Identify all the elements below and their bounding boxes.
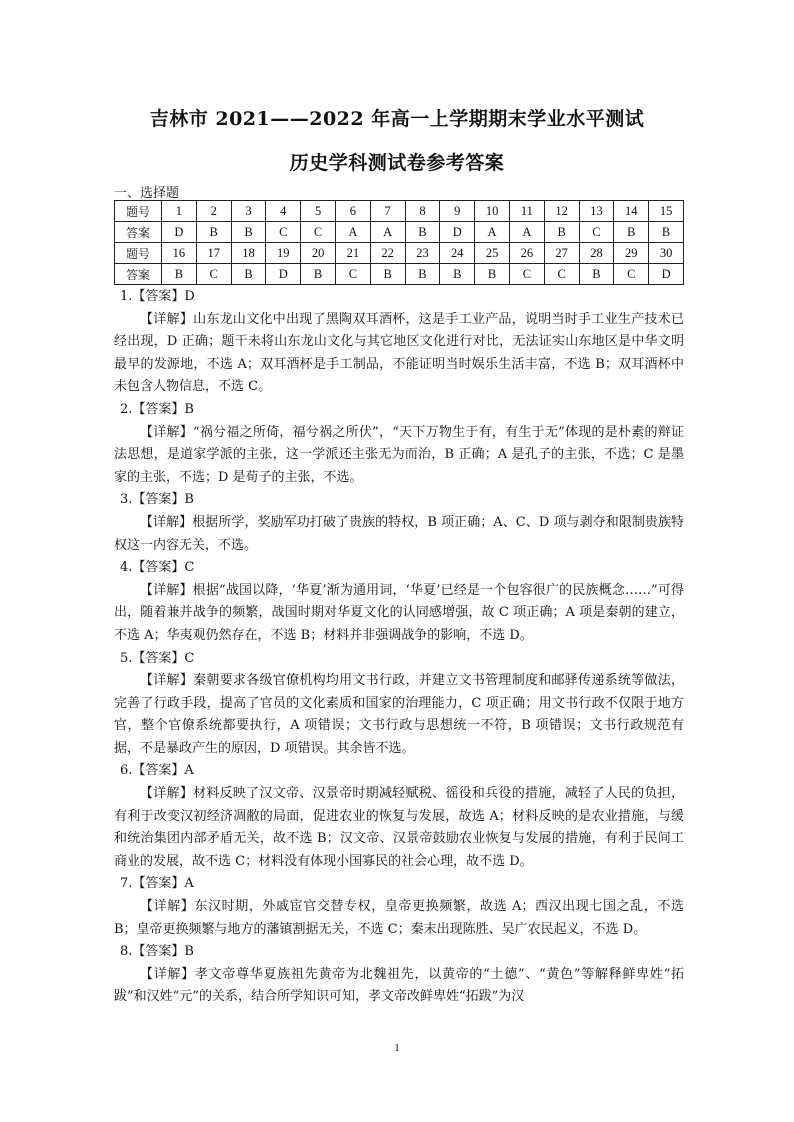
table-cell: 26 bbox=[509, 243, 544, 264]
table-cell: 27 bbox=[544, 243, 579, 264]
table-cell: 7 bbox=[370, 201, 405, 222]
table-cell: B bbox=[440, 264, 475, 285]
table-cell: 4 bbox=[266, 201, 301, 222]
table-cell: B bbox=[231, 264, 266, 285]
table-cell: C bbox=[196, 264, 231, 285]
table-cell: 1 bbox=[162, 201, 197, 222]
table-cell: 17 bbox=[196, 243, 231, 264]
table-cell: 8 bbox=[405, 201, 440, 222]
table-cell: 30 bbox=[649, 243, 684, 264]
table-cell: 2 bbox=[196, 201, 231, 222]
document-subtitle: 历史学科测试卷参考答案 bbox=[289, 152, 505, 174]
table-cell: B bbox=[301, 264, 336, 285]
table-cell: A bbox=[475, 222, 510, 243]
table-cell: D bbox=[440, 222, 475, 243]
table-cell: C bbox=[614, 264, 649, 285]
document-title: 吉林市 2021——2022 年高一上学期期末学业水平测试 bbox=[149, 108, 645, 130]
table-cell: 20 bbox=[301, 243, 336, 264]
table-cell: 28 bbox=[579, 243, 614, 264]
page-number: 1 bbox=[394, 1042, 400, 1054]
table-cell: B bbox=[544, 222, 579, 243]
table-cell: 19 bbox=[266, 243, 301, 264]
table-cell: B bbox=[231, 222, 266, 243]
table-cell: B bbox=[405, 264, 440, 285]
table-cell: B bbox=[405, 222, 440, 243]
answer-explanation: 【详解】山东龙山文化中出现了黑陶双耳酒杯，这是手工业产品，说明当时手工业生产技术已经出现，D 正确；题干未将山东龙山文化与其它地区文化进行对比，无法证实山东地区是中华文明最早的发源地，不选 A；双耳酒杯是手工制品，不能证明当时娱乐生活丰富，不选 B；双耳酒杯中未包含人物信息，不选 C。 bbox=[114, 311, 684, 395]
answer-explanation: 【详解】东汉时期，外戚宦官交替专权，皇帝更换频繁，故选 A；西汉出现七国之乱，不选 B；皇帝更换频繁与地方的藩镇割据无关，不选 C；秦末出现陈胜、吴广农民起义，不选 D。 bbox=[114, 899, 684, 937]
table-cell: C bbox=[335, 264, 370, 285]
table-cell: 3 bbox=[231, 201, 266, 222]
table-cell: B bbox=[649, 222, 684, 243]
table-row bbox=[115, 222, 684, 243]
table-cell: 5 bbox=[301, 201, 336, 222]
table-cell: 25 bbox=[475, 243, 510, 264]
table-cell: C bbox=[301, 222, 336, 243]
answer-table bbox=[114, 200, 684, 285]
answer-explanation: 【详解】根据所学，奖励军功打破了贵族的特权，B 项正确；A、C、D 项与剥夺和限制贵族特权这一内容无关，不选。 bbox=[114, 514, 684, 553]
answer-heading: 4.【答案】C bbox=[120, 560, 195, 576]
table-cell: 15 bbox=[649, 201, 684, 222]
table-cell: 9 bbox=[440, 201, 475, 222]
answer-heading: 5.【答案】C bbox=[120, 650, 195, 666]
table-cell: 18 bbox=[231, 243, 266, 264]
table-cell: B bbox=[579, 264, 614, 285]
table-cell: C bbox=[579, 222, 614, 243]
table-cell: D bbox=[162, 222, 197, 243]
table-cell: B bbox=[370, 264, 405, 285]
table-cell: 12 bbox=[544, 201, 579, 222]
row-header-cell: 答案 bbox=[115, 222, 162, 243]
table-cell: C bbox=[509, 264, 544, 285]
answer-explanation: 【详解】材料反映了汉文帝、汉景帝时期减轻赋税、徭役和兵役的措施，减轻了人民的负担，有利于改变汉初经济凋敝的局面，促进农业的恢复与发展，故选 A；材料反映的是农业措施，与缓和统治集团内部矛盾无关，故不选 B；汉文帝、汉景帝鼓励农业恢复与发展的措施，有利于民间工商业的发展，故不选 C；材料没有体现小国寡民的社会心理，故不选 D。 bbox=[114, 786, 684, 869]
table-cell: B bbox=[614, 222, 649, 243]
table-cell: 11 bbox=[509, 201, 544, 222]
table-cell: A bbox=[335, 222, 370, 243]
answer-explanation: 【详解】孝文帝尊华夏族祖先黄帝为北魏祖先，以黄帝的“土德”、“黄色”等解释鲜卑姓“拓跋”和汉姓“元”的关系，结合所学知识可知，孝文帝改鲜卑姓“拓跋”为汉 bbox=[114, 966, 684, 1005]
table-cell: A bbox=[509, 222, 544, 243]
table-cell: 29 bbox=[614, 243, 649, 264]
answer-heading: 8.【答案】B bbox=[120, 944, 194, 960]
answer-heading: 2.【答案】B bbox=[120, 401, 194, 417]
answer-explanation: 【详解】根据“战国以降，‘华夏’渐为通用词，‘华夏’已经是一个包容很广的民族概念……”可得出，随着兼并战争的频繁，战国时期对华夏文化的认同感增强，故 C 项正确；A 项是秦朝的建立，不选 A；华夷观仍然存在，不选 B；材料并非强调战争的影响，不选 D。 bbox=[114, 582, 684, 643]
row-header-cell: 答案 bbox=[115, 264, 162, 285]
answer-explanations bbox=[114, 286, 684, 1009]
answer-explanation: 【详解】秦朝要求各级官僚机构均用文书行政，并建立文书管理制度和邮驿传递系统等做法，完善了行政手段，提高了官员的文化素质和国家的治理能力，C 项正确；用文书行政不仅限于地方官，整个官僚系统都要执行，A 项错误；文书行政与思想统一不符，B 项错误；文书行政规范有据，不是暴政产生的原因，D 项错误。其余皆不选。 bbox=[114, 673, 684, 756]
table-cell: 21 bbox=[335, 243, 370, 264]
row-header-cell: 题号 bbox=[115, 201, 162, 222]
table-cell: 16 bbox=[162, 243, 197, 264]
table-cell: 10 bbox=[475, 201, 510, 222]
table-cell: C bbox=[266, 222, 301, 243]
table-cell: 23 bbox=[405, 243, 440, 264]
table-cell: 6 bbox=[335, 201, 370, 222]
table-cell: D bbox=[649, 264, 684, 285]
table-cell: A bbox=[370, 222, 405, 243]
section-heading: 一、选择题 bbox=[114, 186, 180, 201]
answer-heading: 6.【答案】A bbox=[120, 763, 194, 779]
table-row bbox=[115, 264, 684, 285]
answer-heading: 1.【答案】D bbox=[120, 289, 195, 304]
table-cell: 24 bbox=[440, 243, 475, 264]
answer-explanation: 【详解】“祸兮福之所倚，福兮祸之所伏”，“天下万物生于有，有生于无”体现的是朴素的辩证法思想，是道家学派的主张，这一学派还主张无为而治，B 正确；A 是孔子的主张，不选；C 是墨家的主张，不选；D 是荀子的主张，不选。 bbox=[114, 424, 684, 485]
table-cell: 13 bbox=[579, 201, 614, 222]
table-cell: C bbox=[544, 264, 579, 285]
table-cell: 14 bbox=[614, 201, 649, 222]
row-header-cell: 题号 bbox=[115, 243, 162, 264]
table-row bbox=[115, 201, 684, 222]
table-cell: B bbox=[475, 264, 510, 285]
table-cell: B bbox=[162, 264, 197, 285]
table-cell: 22 bbox=[370, 243, 405, 264]
answer-heading: 3.【答案】B bbox=[120, 492, 194, 508]
answer-heading: 7.【答案】A bbox=[120, 876, 194, 892]
table-row bbox=[115, 243, 684, 264]
table-cell: B bbox=[196, 222, 231, 243]
table-cell: D bbox=[266, 264, 301, 285]
